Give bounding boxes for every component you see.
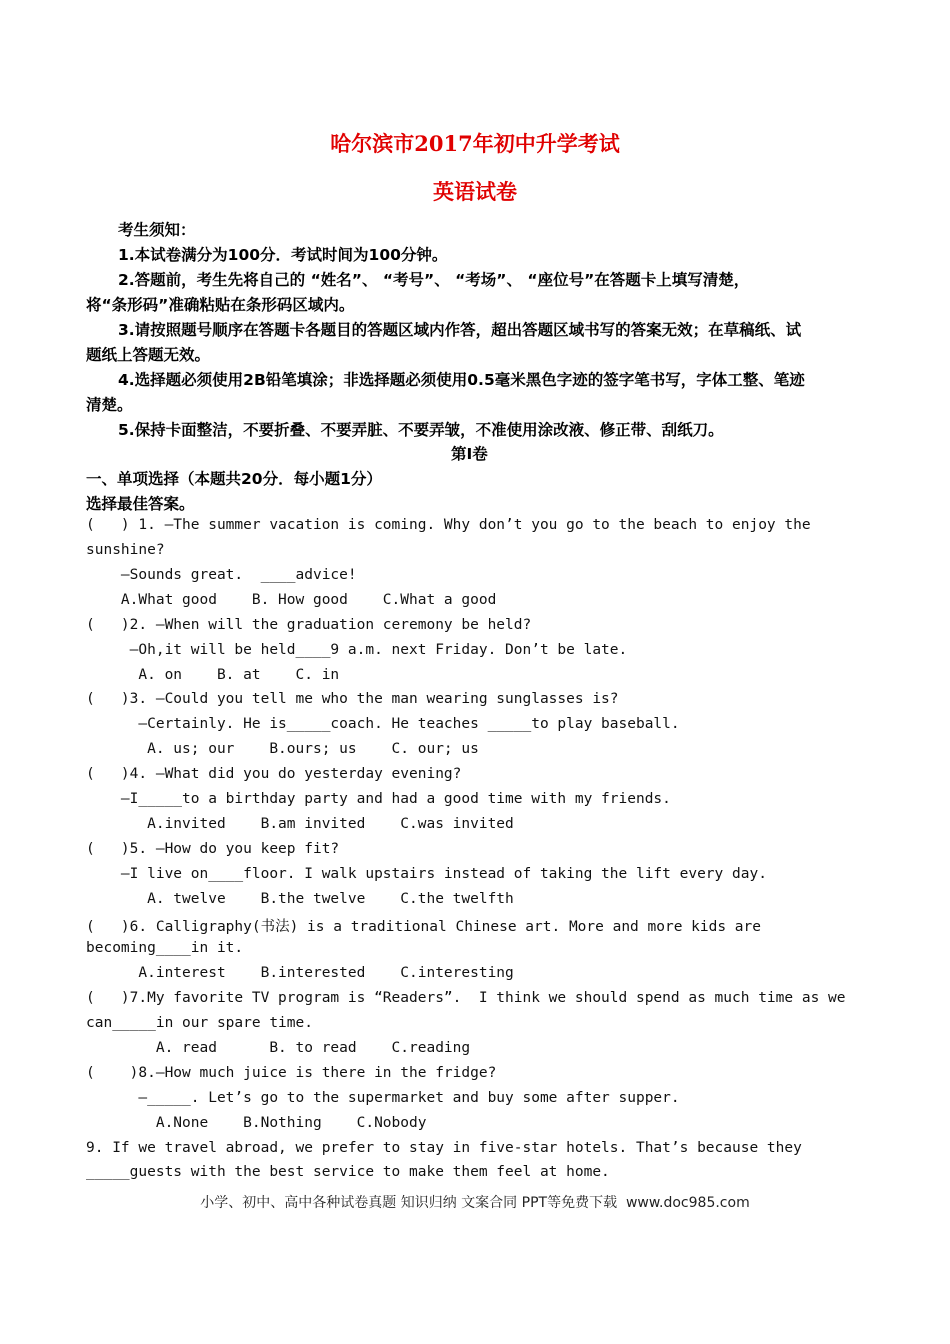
question-line: —Certainly. He is_____coach. He teaches _____to play baseball. [86,716,680,732]
question-line: can_____in our spare time. [86,1015,313,1031]
question-line: A. on B. at C. in [86,667,340,683]
question-line: A.invited B.am invited C.was invited [86,816,514,832]
notice-item: 清楚。 [86,396,133,414]
part-title: 一、单项选择（本题共20分．每小题1分） [86,470,382,488]
notice-item: 4.选择题必须使用2B铅笔填涂；非选择题必须使用0.5毫米黑色字迹的签字笔书写，字体工整、笔迹 [118,371,805,389]
question-line: _____guests with the best service to make them feel at home. [86,1164,610,1180]
question-line: ( )8.—How much juice is there in the fridge? [86,1065,497,1081]
exam-subtitle: 英语试卷 [433,179,517,204]
page-footer: 小学、初中、高中各种试卷真题 知识归纳 文案合同 PPT等免费下载 www.doc985.com [200,1195,750,1211]
question-line: ( )2. —When will the graduation ceremony be held? [86,617,532,633]
question-line: A. twelve B.the twelve C.the twelfth [86,891,514,907]
question-line: —I live on____floor. I walk upstairs instead of taking the lift every day. [86,866,767,882]
question-line: —I_____to a birthday party and had a good time with my friends. [86,791,671,807]
notice-item: 题纸上答题无效。 [86,346,211,364]
question-line: ( ) 1. —The summer vacation is coming. Why don’t you go to the beach to enjoy the [86,517,811,533]
question-line: ( )4. —What did you do yesterday evening? [86,766,462,782]
question-line: A.What good B. How good C.What a good [86,592,497,608]
question-line: —Sounds great. ____advice! [86,567,357,583]
question-line: A.None B.Nothing C.Nobody [86,1115,427,1131]
question-line: becoming____in it. [86,940,244,956]
question-line: ( )6. Calligraphy(书法) is a traditional Chinese art. More and more kids are [86,919,762,935]
notice-item: 1.本试卷满分为100分．考试时间为100分钟。 [118,246,448,264]
notice-item: 5.保持卡面整洁，不要折叠、不要弄脏、不要弄皱，不准使用涂改液、修正带、刮纸刀。 [118,421,724,439]
question-line: sunshine? [86,542,165,558]
question-line: A. read B. to read C.reading [86,1040,471,1056]
question-line: A.interest B.interested C.interesting [86,965,514,981]
question-line: —_____. Let’s go to the supermarket and buy some after supper. [86,1090,680,1106]
notice-item: 2.答题前，考生先将自己的 “姓名”、 “考号”、 “考场”、 “座位号”在答题卡上填写清楚， [118,271,750,289]
question-line: —Oh,it will be held____9 a.m. next Friday. Don’t be late. [86,642,628,658]
question-line: A. us; our B.ours; us C. our; us [86,741,479,757]
notice-heading: 考生须知： [118,221,196,239]
volume-heading: 第I卷 [451,445,488,463]
question-line: 9. If we travel abroad, we prefer to stay in five-star hotels. That’s because they [86,1140,802,1156]
notice-item: 将“条形码”准确粘贴在条形码区域内。 [86,296,355,314]
notice-item: 3.请按照题号顺序在答题卡各题目的答题区域内作答，超出答题区域书写的答案无效；在草稿纸、试 [118,321,802,339]
exam-title: 哈尔滨市2017年初中升学考试 [330,131,620,156]
question-line: ( )5. —How do you keep fit? [86,841,340,857]
question-line: ( )3. —Could you tell me who the man wearing sunglasses is? [86,691,619,707]
part-instruction: 选择最佳答案。 [86,495,195,513]
question-line: ( )7.My favorite TV program is “Readers”. I think we should spend as much time as we [86,990,846,1006]
